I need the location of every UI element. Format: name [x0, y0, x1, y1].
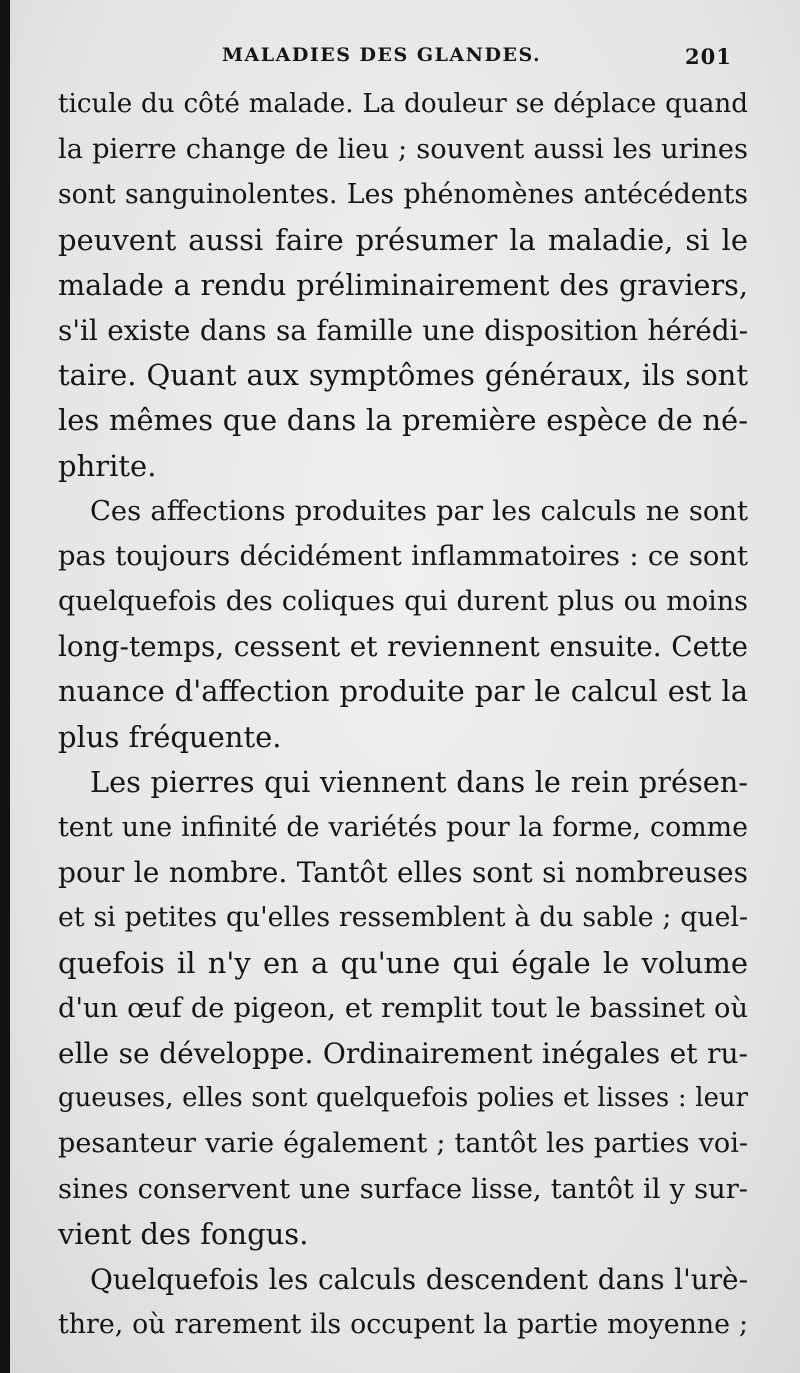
text-line: ticule du côté malade. La douleur se déplace quand [58, 89, 748, 119]
text-line: la pierre change de lieu ; souvent aussi les urines [58, 134, 748, 166]
text-line: nuance d'affection produite par le calcul est la [58, 674, 748, 709]
text-line: d'un œuf de pigeon, et remplit tout le bassinet où [58, 992, 748, 1024]
page-number: 201 [685, 44, 732, 69]
paragraph-first-line: Ces affections produites par les calculs ne sont [90, 495, 748, 527]
text-line: sont sanguinolentes. Les phénomènes antécédents [58, 179, 748, 211]
body-text [58, 82, 748, 1347]
text-line: sines conservent une surface lisse, tantôt il y sur- [58, 1173, 748, 1205]
text-line: et si petites qu'elles ressemblent à du sable ; quel- [58, 902, 748, 934]
text-line: vient des fongus. [58, 1216, 309, 1251]
running-title: MALADIES DES GLANDES. [222, 44, 542, 66]
text-line: thre, où rarement ils occupent la partie moyenne ; [58, 1309, 748, 1341]
book-page [10, 0, 800, 1373]
text-line: malade a rendu préliminairement des graviers, [58, 267, 748, 302]
text-line: s'il existe dans sa famille une disposition hérédi- [58, 313, 748, 347]
text-line: elle se développe. Ordinairement inégales et ru- [58, 1036, 748, 1070]
paragraph-first-line: Les pierres qui viennent dans le rein présen- [90, 764, 748, 799]
text-line: long-temps, cessent et reviennent ensuite. Cette [58, 630, 748, 664]
page-header [10, 44, 800, 74]
text-line: quefois il n'y en a qu'une qui égale le volume [58, 945, 748, 980]
text-line: pesanteur varie également ; tantôt les parties voi- [58, 1128, 748, 1160]
text-line: phrite. [58, 448, 157, 483]
text-line: les mêmes que dans la première espèce de né- [58, 403, 748, 438]
text-line: taire. Quant aux symptômes généraux, ils sont [58, 358, 748, 393]
text-line: peuvent aussi faire présumer la maladie, si le [58, 222, 748, 257]
text-line: gueuses, elles sont quelquefois polies et lisses : leur [58, 1083, 748, 1114]
paragraph-first-line: Quelquefois les calculs descendent dans l'urè- [90, 1262, 748, 1296]
text-line: plus fréquente. [58, 719, 282, 754]
text-line: pour le nombre. Tantôt elles sont si nombreuses [58, 856, 748, 890]
text-line: pas toujours décidément inflammatoires : ce sont [58, 540, 748, 572]
scan-edge [0, 0, 10, 1373]
text-line: tent une infinité de variétés pour la forme, comme [58, 812, 748, 843]
text-line: quelquefois des coliques qui durent plus ou moins [58, 586, 748, 618]
